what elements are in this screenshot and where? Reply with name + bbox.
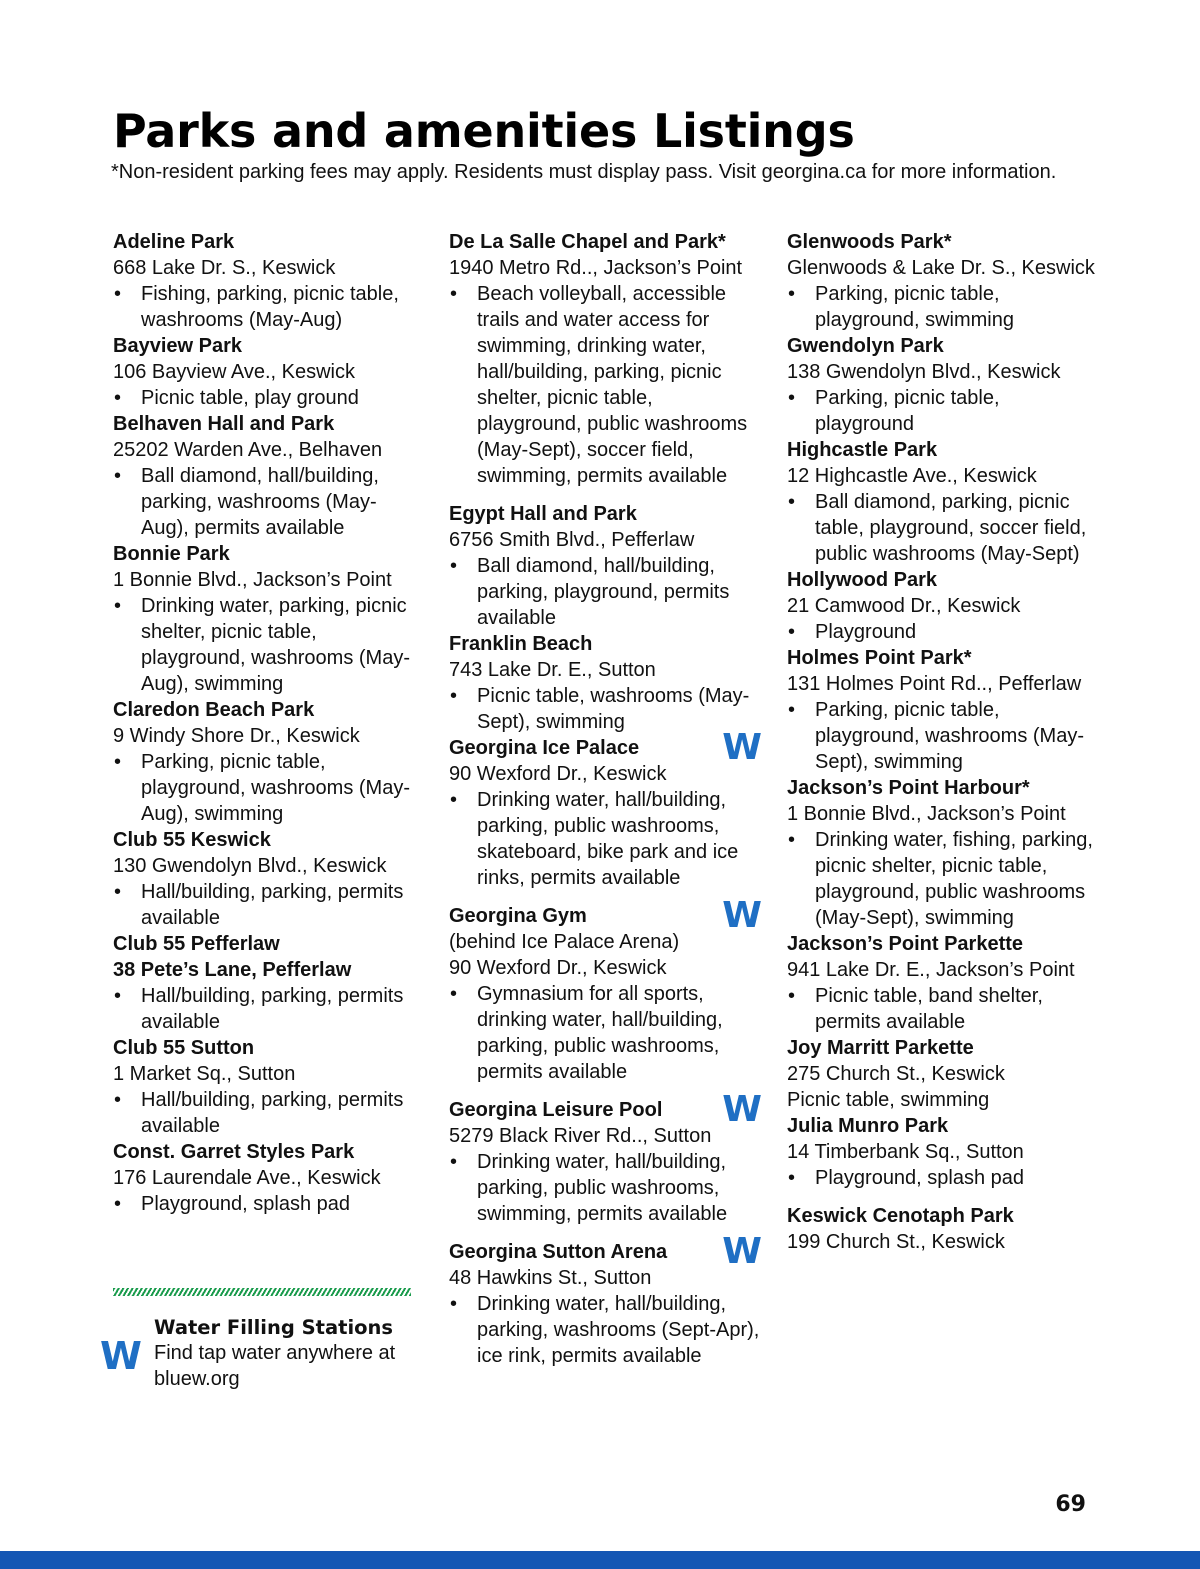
- amenity-item: • Parking, picnic table, playground, washrooms (May-Sept), swimming: [787, 697, 1097, 775]
- park-address: 9 Windy Shore Dr., Keswick: [113, 725, 360, 747]
- amenity-item: • Parking, picnic table, playground, swimming: [787, 281, 1097, 333]
- park-address: 1940 Metro Rd.., Jackson’s Point: [449, 257, 743, 279]
- park-entry: [113, 827, 423, 931]
- amenity-item: • Drinking water, hall/building, parking, washrooms (Sept-Apr), ice rink, permits available: [449, 1291, 761, 1369]
- water-station-icon: W: [722, 895, 759, 936]
- park-entry: [113, 1035, 423, 1139]
- listing-column-3: [787, 229, 1097, 1255]
- amenities-list: [449, 981, 761, 1085]
- park-address: 5279 Black River Rd.., Sutton: [449, 1125, 712, 1147]
- park-address: 199 Church St., Keswick: [787, 1231, 1005, 1253]
- park-name: Highcastle Park: [787, 439, 938, 461]
- park-entry: [787, 1035, 1097, 1113]
- park-name-text: Georgina Sutton Arena: [449, 1241, 668, 1263]
- park-address: 668 Lake Dr. S., Keswick: [113, 257, 336, 279]
- park-entry: [787, 931, 1097, 1035]
- amenity-item: • Ball diamond, hall/building, parking, playground, permits available: [449, 553, 761, 631]
- park-entry: [787, 437, 1097, 567]
- amenity-item: • Drinking water, parking, picnic shelter, picnic table, playground, washrooms (May-Aug), swimming: [113, 593, 423, 697]
- park-address-note: (behind Ice Palace Arena): [449, 931, 680, 953]
- amenities-list: [113, 749, 423, 827]
- park-entry: [113, 333, 423, 411]
- amenity-item: • Hall/building, parking, permits available: [113, 879, 423, 931]
- park-address: 743 Lake Dr. E., Sutton: [449, 659, 656, 681]
- park-name: Belhaven Hall and Park: [113, 413, 335, 435]
- park-name: Bayview Park: [113, 335, 242, 357]
- park-name: Holmes Point Park*: [787, 647, 972, 669]
- park-entry: [113, 229, 423, 333]
- park-address: 176 Laurendale Ave., Keswick: [113, 1167, 381, 1189]
- park-address: 131 Holmes Point Rd.., Pefferlaw: [787, 673, 1082, 695]
- amenity-item: • Fishing, parking, picnic table, washrooms (May-Aug): [113, 281, 423, 333]
- park-address: 1 Bonnie Blvd., Jackson’s Point: [113, 569, 392, 591]
- page-title: Parks and amenities Listings: [113, 104, 855, 158]
- water-stations-text: Find tap water anywhere at bluew.org: [154, 1342, 396, 1390]
- park-name: Glenwoods Park*: [787, 231, 952, 253]
- park-entry: [113, 697, 423, 827]
- park-address: 21 Camwood Dr., Keswick: [787, 595, 1021, 617]
- park-address: 90 Wexford Dr., Keswick: [449, 763, 667, 785]
- amenity-item: • Ball diamond, parking, picnic table, playground, soccer field, public washrooms (May-Sept): [787, 489, 1097, 567]
- park-entry: [787, 567, 1097, 645]
- amenities-list: [113, 983, 423, 1035]
- amenities-list: [449, 787, 761, 891]
- amenities-list: [113, 281, 423, 333]
- amenities-list: [113, 593, 423, 697]
- park-name: Jackson’s Point Harbour*: [787, 777, 1030, 799]
- park-address: 48 Hawkins St., Sutton: [449, 1267, 652, 1289]
- park-name: Egypt Hall and Park: [449, 503, 637, 525]
- amenity-item: • Playground: [787, 619, 1097, 645]
- amenity-item: • Picnic table, band shelter, permits available: [787, 983, 1097, 1035]
- park-name: De La Salle Chapel and Park*: [449, 231, 726, 253]
- park-name-text: Georgina Gym: [449, 905, 587, 927]
- park-name: Const. Garret Styles Park: [113, 1141, 355, 1163]
- amenities-list: [449, 1291, 761, 1369]
- park-address: 275 Church St., Keswick: [787, 1063, 1005, 1085]
- water-station-icon: W: [722, 1231, 759, 1272]
- water-station-icon: W: [722, 727, 759, 768]
- amenity-item: • Picnic table, play ground: [113, 385, 423, 411]
- amenities-list: [449, 1149, 761, 1227]
- park-name: Hollywood Park: [787, 569, 938, 591]
- park-entry: [787, 1113, 1097, 1191]
- amenities-list: [787, 619, 1097, 645]
- park-address: 130 Gwendolyn Blvd., Keswick: [113, 855, 387, 877]
- park-entry: [449, 895, 761, 1085]
- park-address: 12 Highcastle Ave., Keswick: [787, 465, 1037, 487]
- amenities-list: [787, 983, 1097, 1035]
- park-address: 38 Pete’s Lane, Pefferlaw: [113, 959, 352, 981]
- park-name-text: Georgina Leisure Pool: [449, 1099, 663, 1121]
- park-entry: [449, 631, 761, 735]
- amenities-list: [787, 489, 1097, 567]
- water-stations-title: Water Filling Stations: [154, 1316, 394, 1339]
- park-name: [449, 1089, 761, 1130]
- park-address: 90 Wexford Dr., Keswick: [449, 957, 667, 979]
- amenity-item: • Parking, picnic table, playground, washrooms (May-Aug), swimming: [113, 749, 423, 827]
- amenity-item: • Playground, splash pad: [113, 1191, 423, 1217]
- park-amenities-text: Picnic table, swimming: [787, 1089, 990, 1111]
- amenity-item: • Beach volleyball, accessible trails and water access for swimming, drinking water, hall/building, parking, picnic shelter, picnic table, playground, public washrooms (May-Sept), soccer field, swimming, permits available: [449, 281, 761, 489]
- park-entry: [113, 541, 423, 697]
- intro-note: *Non-resident parking fees may apply. Residents must display pass. Visit georgina.ca for more information.: [111, 161, 1057, 183]
- park-entry: [787, 645, 1097, 775]
- park-name: Bonnie Park: [113, 543, 230, 565]
- park-address: 14 Timberbank Sq., Sutton: [787, 1141, 1024, 1163]
- park-entry: [113, 931, 423, 1035]
- amenities-list: [113, 1191, 423, 1217]
- park-address: Glenwoods & Lake Dr. S., Keswick: [787, 257, 1095, 279]
- water-station-icon: W: [100, 1334, 139, 1378]
- park-name: Club 55 Keswick: [113, 829, 271, 851]
- page-number: 69: [1055, 1492, 1086, 1517]
- park-name: Club 55 Sutton: [113, 1037, 255, 1059]
- listing-column-2: [449, 229, 761, 1369]
- park-name: Joy Marritt Parkette: [787, 1037, 974, 1059]
- park-name-text: Georgina Ice Palace: [449, 737, 640, 759]
- park-address: 941 Lake Dr. E., Jackson’s Point: [787, 959, 1075, 981]
- amenities-list: [787, 281, 1097, 333]
- park-name: Claredon Beach Park: [113, 699, 315, 721]
- park-name: Keswick Cenotaph Park: [787, 1205, 1014, 1227]
- park-name: Adeline Park: [113, 231, 235, 253]
- park-address: 1 Bonnie Blvd., Jackson’s Point: [787, 803, 1066, 825]
- park-name: Jackson’s Point Parkette: [787, 933, 1024, 955]
- park-entry: [449, 501, 761, 631]
- park-address: 25202 Warden Ave., Belhaven: [113, 439, 383, 461]
- park-entry: [787, 333, 1097, 437]
- amenities-list: [449, 281, 761, 489]
- park-entry: [449, 727, 761, 891]
- park-name: Club 55 Pefferlaw: [113, 933, 280, 955]
- amenities-list: [113, 463, 423, 541]
- park-name: Franklin Beach: [449, 633, 593, 655]
- park-entry: [787, 1203, 1097, 1255]
- amenities-list: [787, 385, 1097, 437]
- amenities-list: [787, 697, 1097, 775]
- amenities-list: [787, 1165, 1097, 1191]
- decorative-stripe-divider: [113, 1288, 411, 1296]
- amenities-list: [113, 879, 423, 931]
- amenities-list: [787, 827, 1097, 931]
- amenity-item: • Playground, splash pad: [787, 1165, 1097, 1191]
- amenity-item: • Gymnasium for all sports, drinking water, hall/building, parking, public washrooms, permits available: [449, 981, 761, 1085]
- park-entry: [449, 229, 761, 489]
- park-name: Gwendolyn Park: [787, 335, 944, 357]
- amenity-item: • Drinking water, hall/building, parking, public washrooms, skateboard, bike park and ice rinks, permits available: [449, 787, 761, 891]
- park-entry: [787, 229, 1097, 333]
- water-station-icon: W: [722, 1089, 759, 1130]
- park-entry: [449, 1231, 761, 1369]
- amenity-item: • Hall/building, parking, permits available: [113, 983, 423, 1035]
- park-entry: [787, 775, 1097, 931]
- amenities-list: [449, 683, 761, 735]
- park-name: [449, 895, 761, 936]
- amenity-item: • Ball diamond, hall/building, parking, washrooms (May-Aug), permits available: [113, 463, 423, 541]
- amenities-list: [449, 553, 761, 631]
- park-address: 106 Bayview Ave., Keswick: [113, 361, 355, 383]
- amenities-list: [113, 1087, 423, 1139]
- park-name: [449, 1231, 761, 1272]
- amenity-item: • Drinking water, hall/building, parking, public washrooms, swimming, permits available: [449, 1149, 761, 1227]
- park-entry: [113, 1139, 423, 1217]
- amenities-list: [113, 385, 423, 411]
- amenity-item: • Hall/building, parking, permits available: [113, 1087, 423, 1139]
- park-address: 6756 Smith Blvd., Pefferlaw: [449, 529, 695, 551]
- park-name: [449, 727, 761, 768]
- park-name: Julia Munro Park: [787, 1115, 949, 1137]
- park-entry: [113, 411, 423, 541]
- park-address: 138 Gwendolyn Blvd., Keswick: [787, 361, 1061, 383]
- footer-bar: [0, 1551, 1200, 1569]
- amenity-item: • Parking, picnic table, playground: [787, 385, 1097, 437]
- park-entry: [449, 1089, 761, 1227]
- amenity-item: • Picnic table, washrooms (May-Sept), swimming: [449, 683, 761, 735]
- listing-column-1: [113, 229, 423, 1217]
- park-address: 1 Market Sq., Sutton: [113, 1063, 296, 1085]
- amenity-item: • Drinking water, fishing, parking, picnic shelter, picnic table, playground, public washrooms (May-Sept), swimming: [787, 827, 1097, 931]
